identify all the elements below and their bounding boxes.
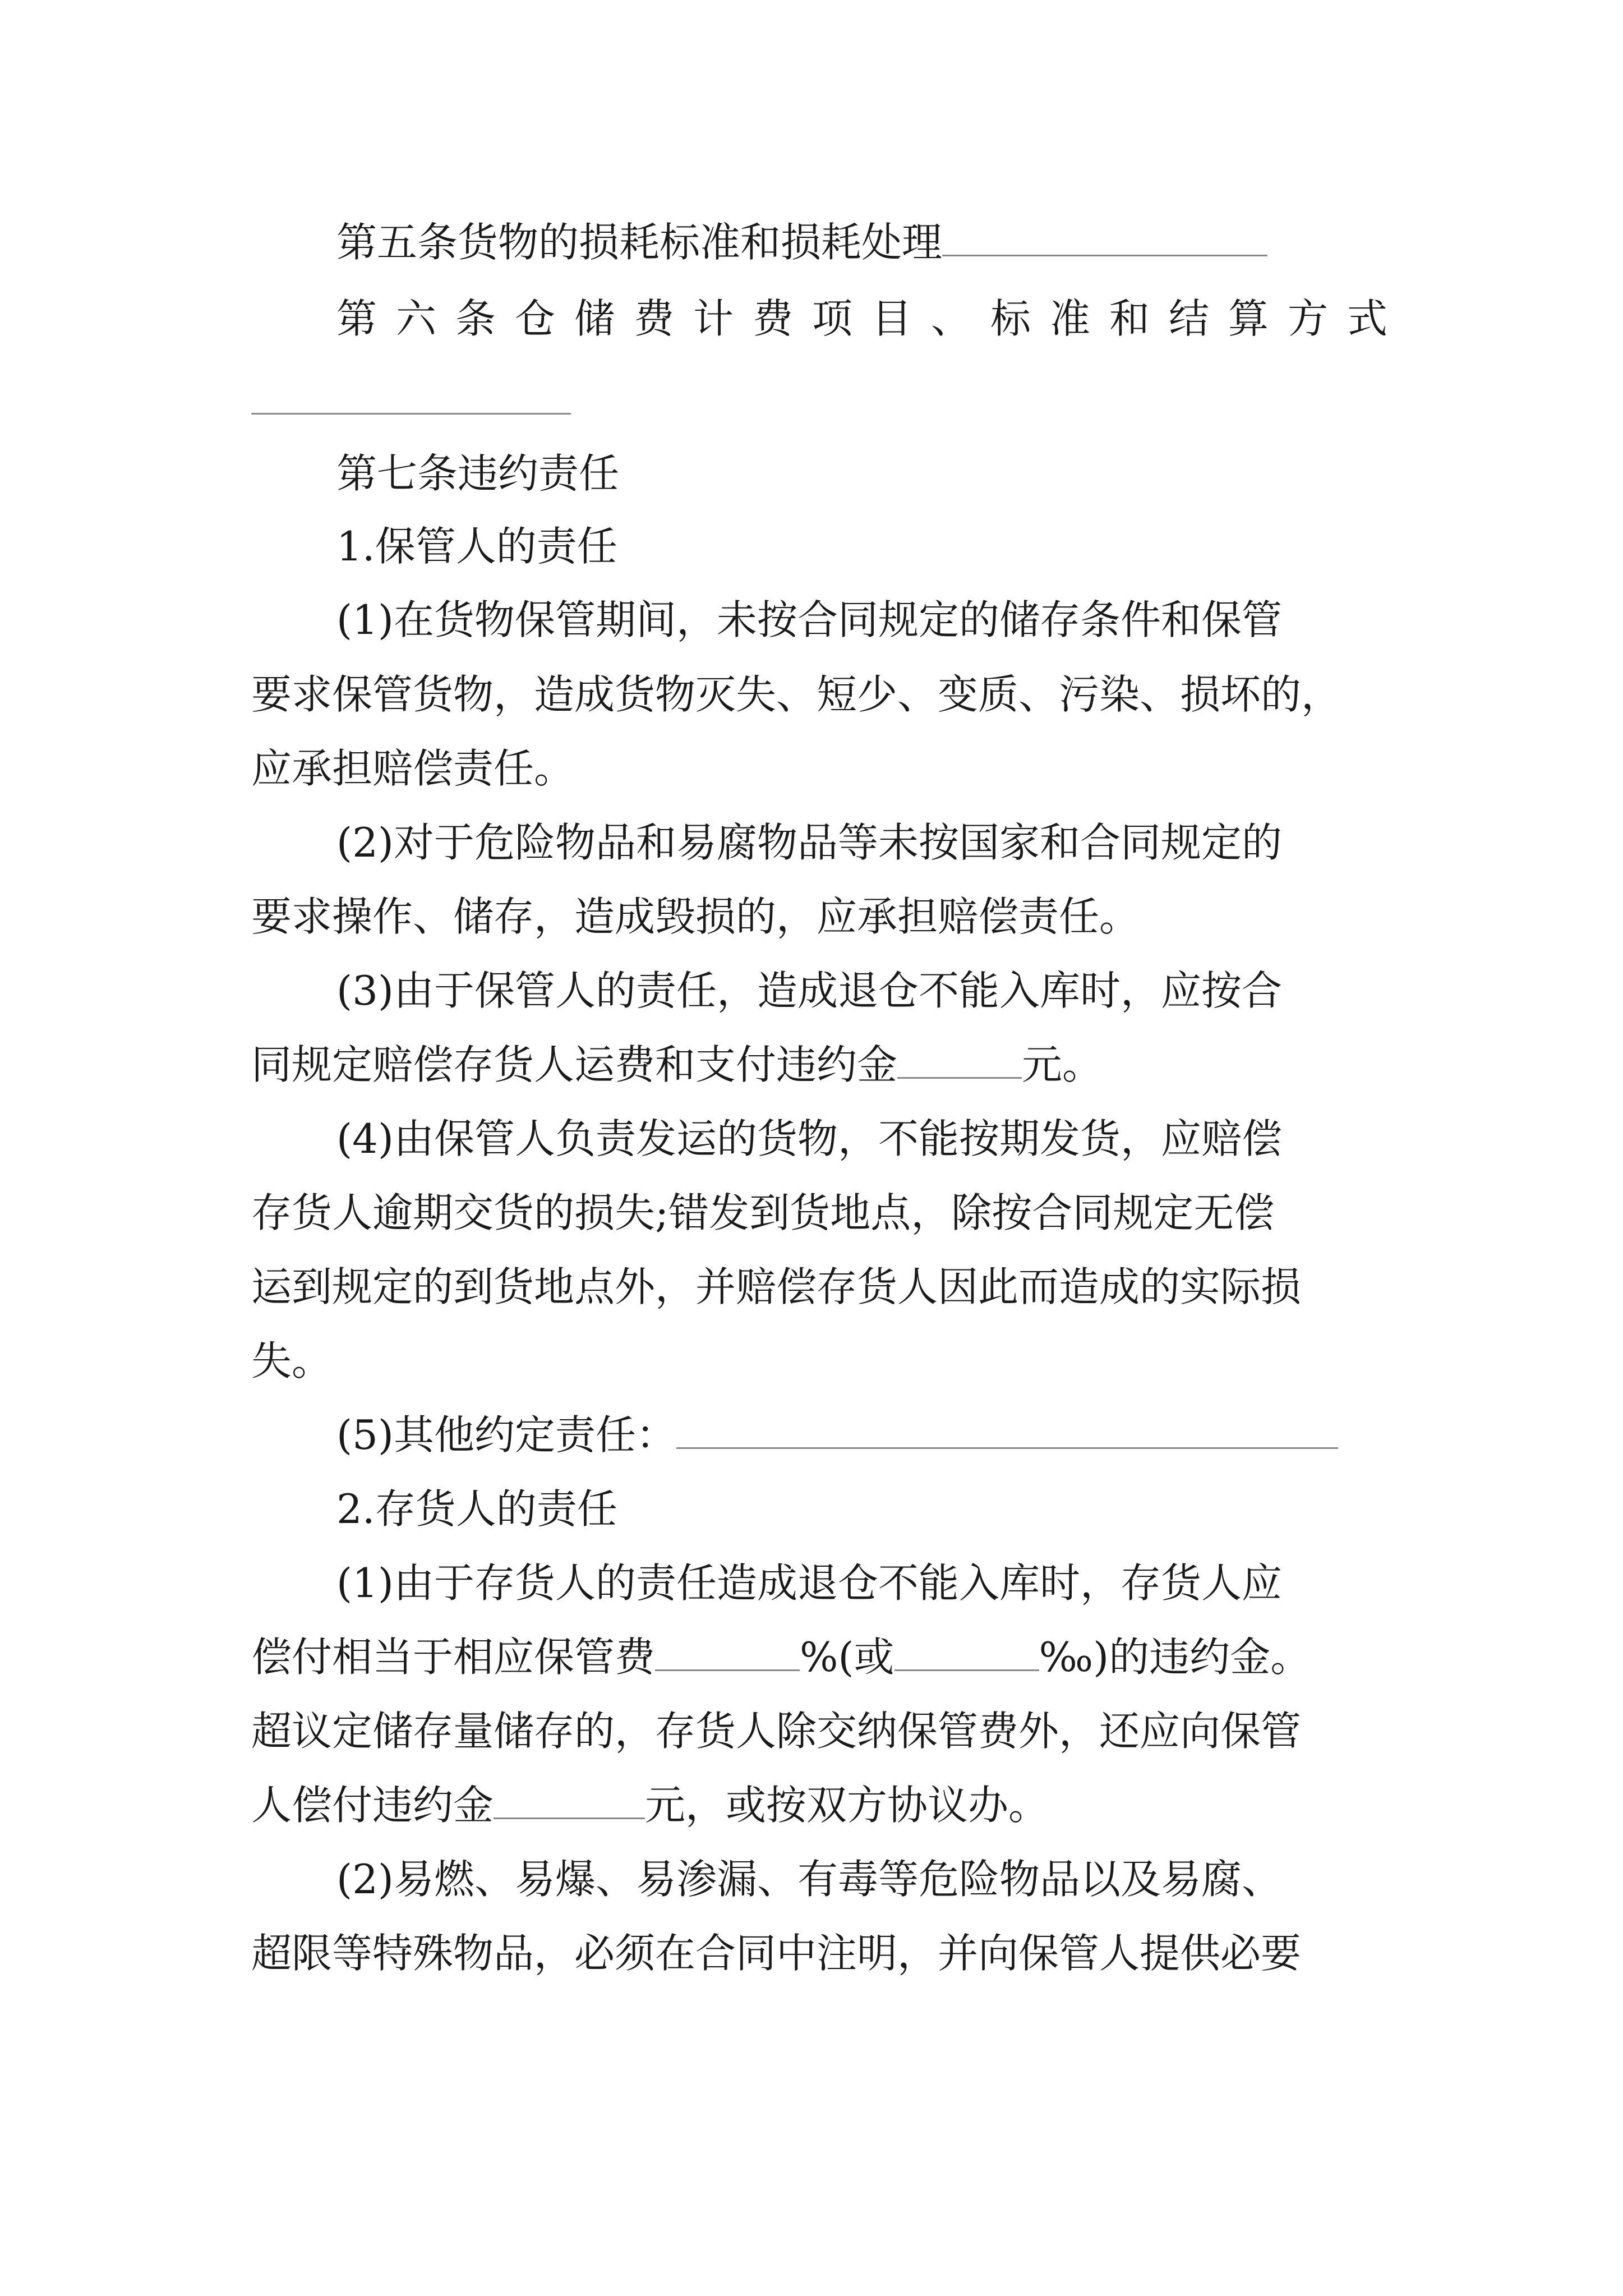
article-7-title: 第七条违约责任 (336, 450, 620, 497)
item-2-1-line-3: 超议定储存量储存的，存货人除交纳保管费外，还应向保管 (251, 1708, 1302, 1755)
fill-blank-storage-fee[interactable] (251, 413, 571, 415)
fill-blank-percent[interactable] (655, 1629, 800, 1671)
item-2-1-line-1: (1)由于存货人的责任造成退仓不能入库时，存货人应 (336, 1559, 1282, 1607)
article-5-text: 第五条货物的损耗标准和损耗处理 (336, 219, 943, 266)
item-1-5-line (336, 1407, 1380, 1463)
item-1-2-line-1: (2)对于危险物品和易腐物品等未按国家和合同规定的 (336, 819, 1282, 866)
item-1-1-line-1: (1)在货物保管期间，未按合同规定的储存条件和保管 (336, 596, 1282, 643)
fill-blank-permille[interactable] (895, 1629, 1039, 1671)
item-2-2-line-1: (2)易燃、易爆、易渗漏、有毒等危险物品以及易腐、 (336, 1856, 1282, 1903)
article-6-text: 第六条仓储费计费项目、标准和结算方式 (336, 295, 1407, 342)
section-2-heading: 2.存货人的责任 (336, 1485, 617, 1533)
fill-blank-other-liability[interactable] (676, 1407, 1338, 1449)
item-1-2-line-2: 要求操作、储存，造成毁损的，应承担赔偿责任。 (251, 893, 1140, 940)
item-1-3-line-2 (251, 1037, 1378, 1093)
item-1-4-line-3: 运到规定的到货地点外，并赔偿存货人因此而造成的实际损 (251, 1263, 1302, 1310)
item-2-1-text-c: ‰)的违约金。 (1039, 1634, 1311, 1681)
fill-blank-loss-standard[interactable] (942, 214, 1267, 256)
section-1-heading: 1.保管人的责任 (336, 523, 617, 570)
fill-blank-penalty-amount[interactable] (897, 1037, 1022, 1079)
article-6-line (336, 291, 1407, 347)
item-2-1-text-d: 人偿付违约金 (251, 1782, 494, 1829)
item-1-3-text-a: 同规定赔偿存货人运费和支付违约金 (251, 1041, 898, 1088)
item-2-1-text-e: 元，或按双方协议办。 (645, 1782, 1049, 1829)
item-2-1-line-2 (251, 1629, 1378, 1685)
item-1-3-text-b: 元。 (1022, 1041, 1103, 1088)
item-1-1-line-2: 要求保管货物，造成货物灭失、短少、变质、污染、损坏的， (251, 671, 1342, 718)
item-1-4-line-2: 存货人逾期交货的损失;错发到货地点，除按合同规定无偿 (251, 1189, 1275, 1236)
item-1-4-line-1: (4)由保管人负责发运的货物，不能按期发货，应赔偿 (336, 1115, 1282, 1162)
item-2-1-line-4 (251, 1777, 1378, 1833)
article-5-line (336, 214, 1380, 270)
item-1-4-line-4: 失。 (251, 1337, 333, 1384)
item-1-5-text: (5)其他约定责任： (336, 1411, 676, 1458)
item-2-1-text-b: %(或 (800, 1634, 895, 1681)
item-2-1-text-a: 偿付相当于相应保管费 (251, 1634, 656, 1681)
fill-blank-excess-penalty[interactable] (494, 1777, 645, 1819)
item-1-1-line-3: 应承担赔偿责任。 (251, 745, 575, 792)
item-2-2-line-2: 超限等特殊物品，必须在合同中注明，并向保管人提供必要 (251, 1930, 1302, 1977)
item-1-3-line-1: (3)由于保管人的责任，造成退仓不能入库时，应按合 (336, 967, 1282, 1014)
